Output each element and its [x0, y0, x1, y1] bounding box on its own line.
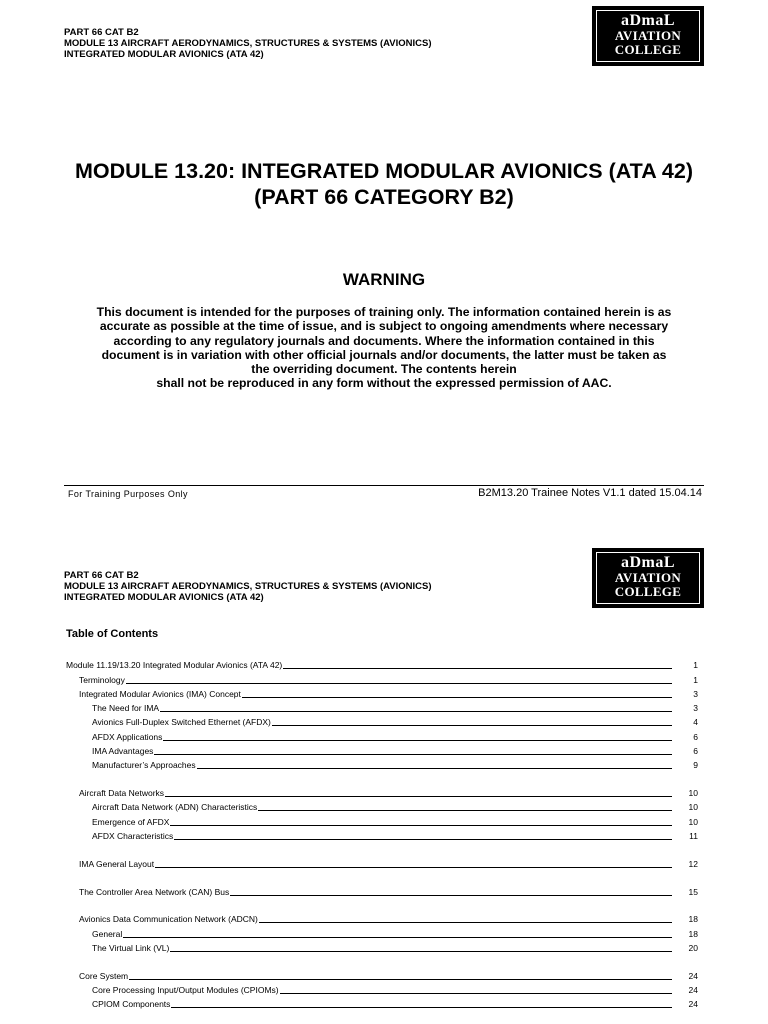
warning-line: shall not be reproduced in any form without the expressed permission of AAC.	[156, 376, 612, 391]
toc-leader-line	[123, 937, 672, 938]
logo-line-1: aDmaL	[620, 12, 676, 29]
toc-entry[interactable]	[66, 828, 698, 842]
toc-entry-page: 3	[693, 703, 698, 714]
toc-leader-line	[197, 768, 672, 769]
toc-entry-page: 18	[688, 928, 698, 939]
toc-leader-line	[160, 711, 672, 712]
logo-line-2: AVIATION	[614, 28, 682, 43]
toc-entry[interactable]	[66, 785, 698, 799]
toc-entry[interactable]	[66, 968, 698, 982]
toc-entry-page: 24	[688, 999, 698, 1010]
toc-entry-page: 20	[688, 943, 698, 954]
warning-heading: WARNING	[342, 270, 426, 289]
toc-entry-page: 12	[688, 858, 698, 869]
toc-entry-title: IMA General Layout	[79, 858, 155, 869]
toc-entry-page: 11	[689, 831, 698, 842]
toc-entry-title: Aircraft Data Networks	[79, 788, 165, 799]
toc-entry-title: AFDX Applications	[92, 731, 163, 742]
toc-leader-line	[259, 922, 672, 923]
toc-leader-line	[170, 951, 672, 952]
warning-line: This document is intended for the purposes of training only. The information contained herein is as	[96, 305, 672, 319]
toc-entry-title: Core System	[79, 970, 129, 981]
toc-entry-title: Integrated Modular Avionics (IMA) Concept	[79, 688, 241, 699]
toc-leader-line	[155, 867, 672, 868]
toc-leader-line	[170, 825, 672, 826]
toc-entry-title: IMA Advantages	[92, 746, 154, 757]
toc-entry-title: The Need for IMA	[92, 703, 160, 714]
toc-entry-page: 10	[688, 802, 698, 813]
toc-entry[interactable]	[66, 940, 698, 954]
toc-leader-line	[154, 754, 672, 755]
toc-entry[interactable]	[66, 883, 698, 897]
header-line-2: MODULE 13 AIRCRAFT AERODYNAMICS, STRUCTURES & SYSTEMS (AVIONICS)	[64, 38, 432, 49]
page-header	[64, 27, 432, 60]
toc-entry-title: Emergence of AFDX	[92, 816, 170, 827]
toc-entry[interactable]	[66, 686, 698, 700]
logo-line-2: AVIATION	[614, 570, 682, 585]
toc-entry-title: AFDX Characteristics	[92, 831, 174, 842]
warning-line: document is in variation with other official journals and/or documents, the latter must be taken as	[101, 347, 667, 362]
toc-entry[interactable]	[66, 925, 698, 939]
toc-entry[interactable]	[66, 743, 698, 757]
toc-entry-title: The Controller Area Network (CAN) Bus	[79, 886, 230, 897]
toc-entry-page: 1	[693, 674, 698, 685]
toc-entry-page: 9	[693, 760, 698, 771]
toc-entry[interactable]	[66, 728, 698, 742]
header-line-3: INTEGRATED MODULAR AVIONICS (ATA 42)	[64, 592, 264, 603]
toc-entry[interactable]	[66, 700, 698, 714]
toc-leader-line	[283, 668, 672, 669]
footer-divider	[64, 485, 704, 486]
college-logo	[592, 6, 704, 66]
toc-entry[interactable]	[66, 982, 698, 996]
toc-entry-page: 4	[693, 717, 698, 728]
footer-left: For Training Purposes Only	[68, 489, 188, 499]
toc-entry-page: 1	[693, 660, 698, 671]
warning-line: according to any regulatory journals and documents. Where the information contained in this	[113, 333, 655, 348]
toc-entry-title: Aircraft Data Network (ADN) Characteristics	[92, 802, 258, 813]
toc-entry-title: Manufacturer’s Approaches	[92, 760, 196, 771]
toc-entry[interactable]	[66, 799, 698, 813]
toc-entry-page: 24	[688, 985, 698, 996]
toc-entry-page: 15	[688, 886, 698, 897]
toc-leader-line	[171, 1007, 672, 1008]
toc-entry-title: Avionics Data Communication Network (ADCN)	[79, 914, 258, 925]
warning-line: the overriding document. The contents herein	[251, 362, 517, 377]
toc-leader-line	[280, 993, 672, 994]
logo-line-3: COLLEGE	[614, 584, 682, 599]
toc-leader-line	[129, 979, 672, 980]
toc-entry-page: 24	[688, 970, 698, 981]
toc-entry-title: The Virtual Link (VL)	[92, 943, 170, 954]
warning-line: accurate as possible at the time of issue, and is subject to ongoing amendments where necessary	[99, 319, 669, 334]
toc-entry-page: 3	[693, 688, 698, 699]
toc-entry-page: 6	[693, 731, 698, 742]
document-title: MODULE 13.20: INTEGRATED MODULAR AVIONICS (ATA 42) (PART 66 CATEGORY B2)	[75, 159, 693, 209]
toc-leader-line	[165, 796, 672, 797]
toc-entry-title: Terminology	[79, 674, 125, 685]
toc-entry-title: Core Processing Input/Output Modules (CPIOMs)	[92, 985, 279, 996]
toc-entry-title: Avionics Full-Duplex Switched Ethernet (AFDX)	[92, 717, 271, 728]
header-line-2: MODULE 13 AIRCRAFT AERODYNAMICS, STRUCTURES & SYSTEMS (AVIONICS)	[64, 581, 432, 592]
logo-line-3: COLLEGE	[614, 42, 682, 57]
footer-right: B2M13.20 Trainee Notes V1.1 dated 15.04.14	[478, 487, 702, 499]
logo-line-1: aDmaL	[620, 554, 676, 571]
toc-leader-line	[126, 683, 672, 684]
toc-entry[interactable]	[66, 813, 698, 827]
toc-entry-page: 10	[688, 788, 698, 799]
toc-leader-line	[242, 697, 672, 698]
warning-body	[74, 305, 694, 391]
toc-leader-line	[230, 895, 672, 896]
toc-entry-page: 6	[693, 746, 698, 757]
header-line-1: PART 66 CAT B2	[64, 570, 139, 581]
toc-leader-line	[258, 810, 672, 811]
header-line-1: PART 66 CAT B2	[64, 27, 139, 38]
header-line-3: INTEGRATED MODULAR AVIONICS (ATA 42)	[64, 49, 264, 60]
toc-entry-page: 18	[688, 914, 698, 925]
toc-entry[interactable]	[66, 657, 698, 671]
toc-entry-title: General	[92, 928, 123, 939]
toc-entry[interactable]	[66, 856, 698, 870]
toc-entry-page: 10	[688, 816, 698, 827]
toc-leader-line	[174, 839, 672, 840]
toc-entry[interactable]	[66, 911, 698, 925]
toc-entry-title: CPIOM Components	[92, 999, 171, 1010]
toc-leader-line	[272, 725, 672, 726]
toc-leader-line	[163, 740, 672, 741]
toc-entry[interactable]	[66, 996, 698, 1010]
toc-title: Table of Contents	[66, 628, 159, 640]
toc-entry[interactable]	[66, 757, 698, 771]
toc-entry[interactable]	[66, 671, 698, 685]
toc-entry-title: Module 11.19/13.20 Integrated Modular Avionics (ATA 42)	[66, 660, 283, 671]
table-of-contents	[66, 657, 698, 1010]
college-logo	[592, 548, 704, 608]
toc-entry[interactable]	[66, 714, 698, 728]
page-header	[64, 570, 432, 603]
